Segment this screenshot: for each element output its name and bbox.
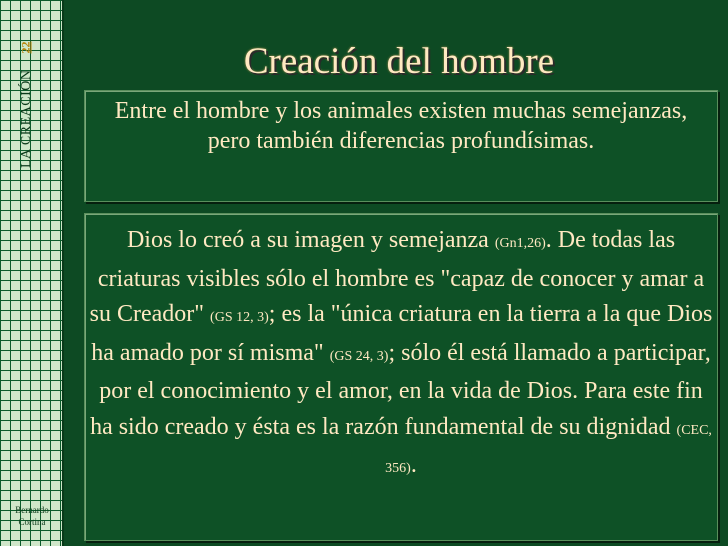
author-label: Bernardo Cortina <box>15 505 49 527</box>
reference-gn: (Gn1,26) <box>494 236 546 251</box>
body-text-4: ; sólo él está llamado a participar, por el conocimiento y el amor, en la vida de Dios. Para este fin ha sido creado y ésta es la razón fundamental de su dignidad <box>90 339 711 440</box>
body-text-3: ; es la "única criatura en la tierra a la que Dios ha amado por sí misma" <box>91 301 713 366</box>
intro-box <box>84 90 718 202</box>
body-text-5: . <box>410 452 417 478</box>
slide-title: Creación del hombre <box>243 41 555 82</box>
reference-cec: (CEC, 356) <box>385 422 712 476</box>
body-text-1: Dios lo creó a su imagen y semejanza <box>126 227 489 253</box>
section-title: LA CREACIÓN <box>19 69 34 168</box>
body-text-2: . De todas las criaturas visibles sólo el hombre es "capaz de conocer y amar a su Creador" <box>89 227 705 327</box>
reference-gs-12: (GS 12, 3) <box>210 310 269 325</box>
page-number: 22 <box>18 41 33 54</box>
reference-gs-24: (GS 24, 3) <box>329 348 389 364</box>
body-box <box>84 213 718 541</box>
intro-text: Entre el hombre y los animales existen muchas semejanzas, pero también diferencias profundísimas. <box>114 98 688 154</box>
